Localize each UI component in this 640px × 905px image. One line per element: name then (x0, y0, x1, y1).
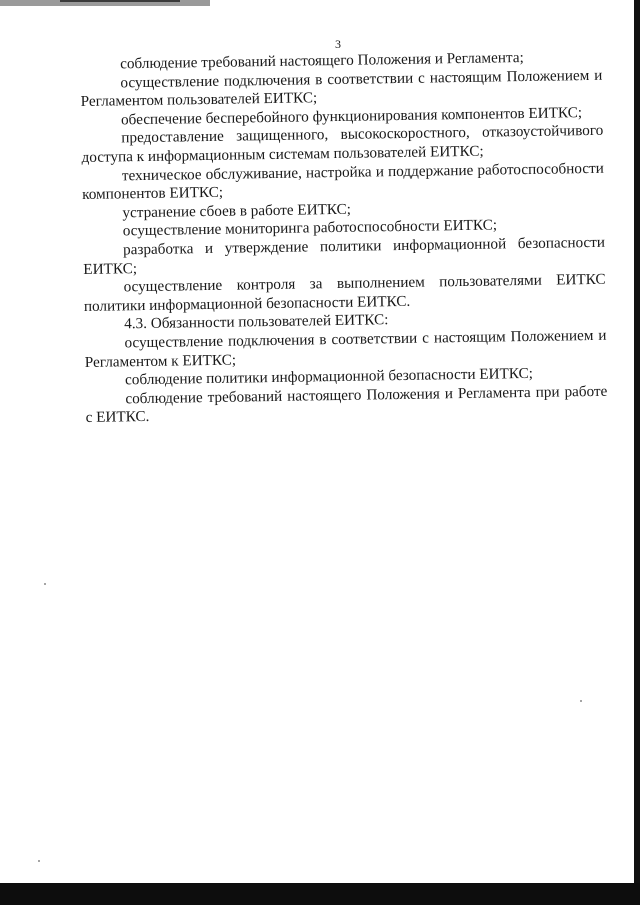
scan-speck (38, 860, 40, 862)
document-body (80, 48, 608, 428)
section-heading: 4.3. Обязанности пользователей ЕИТКС: (124, 311, 389, 333)
paragraph: соблюдение политики информационной безопасности ЕИТКС; (124, 365, 534, 389)
page-number: 3 (335, 37, 341, 51)
paragraph: осуществление контроля за выполнением пользователями ЕИТКС политики информационной безопасности ЕИТКС. (83, 270, 606, 315)
scan-artifact-bottom-edge (0, 883, 640, 905)
paragraph: предоставление защищенного, высокоскоростного, отказоустойчивого доступа к информационным системам пользователей ЕИТКС; (81, 122, 604, 166)
scan-speck (44, 583, 46, 585)
scan-artifact-top-mark (60, 0, 180, 2)
paragraph: обеспечение бесперебойного функционирования компонентов ЕИТКС; (120, 103, 583, 129)
paragraph: осуществление подключения в соответствии с настоящим Положением и Регламентом пользователей ЕИТКС; (80, 66, 603, 111)
paragraph: осуществление подключения в соответствии с настоящим Положением и Регламентом к ЕИТКС; (84, 326, 607, 371)
scan-artifact-right-edge (634, 0, 640, 905)
paragraph: устранение сбоев в работе ЕИТКС; (122, 200, 352, 222)
paragraph: разработка и утверждение политики информационной безопасности ЕИТКС; (83, 233, 606, 278)
paragraph: техническое обслуживание, настройка и поддержание работоспособности компонентов ЕИТКС; (82, 159, 604, 204)
paragraph: соблюдение требований настоящего Положения и Регламента при работе с ЕИТКС. (85, 382, 608, 427)
scan-speck (580, 700, 582, 702)
paragraph: соблюдение требований настоящего Положения и Регламента; (119, 49, 524, 73)
paragraph: осуществление мониторинга работоспособности ЕИТКС; (122, 216, 498, 240)
